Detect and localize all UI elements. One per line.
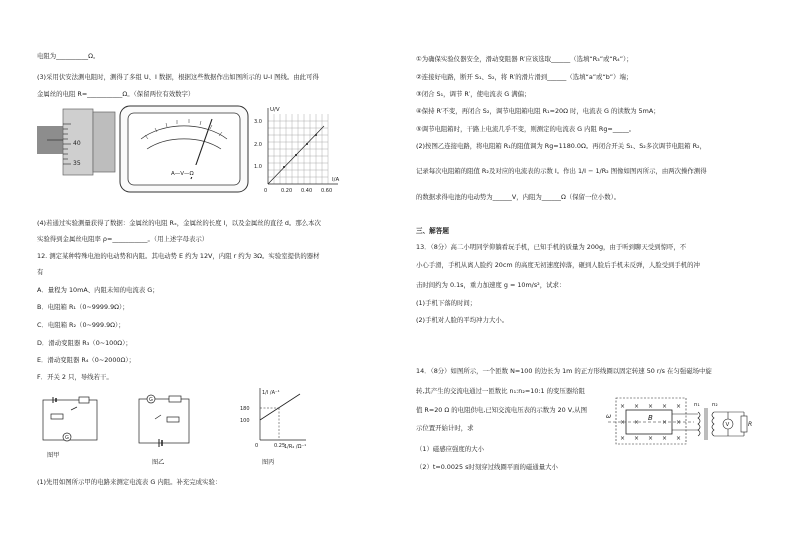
svg-text:G: G (149, 397, 153, 403)
text-line: 有 (37, 268, 44, 276)
voltmeter-label: V (725, 422, 730, 428)
bing-ytick: 100 (240, 418, 250, 424)
text-line: 记录每次电阻箱的阻值 R₂及对应的电流表的示数 I。作出 1/I − 1/R₂ 图像如图丙所示，由两次操作测得 (416, 167, 707, 175)
bing-xtick: 0 (255, 443, 259, 449)
transformer-figure (604, 394, 754, 450)
text-line: 转,其产生的交流电通过一匝数比 n₁:n₂=10:1 的变压器给阻 (416, 387, 585, 395)
ui-xtick: 0 (264, 188, 268, 194)
text-line: 电阻为__________Ω。 (37, 52, 100, 60)
svg-text:×: × (676, 419, 682, 426)
circuit-jia (37, 392, 103, 448)
bing-ytick: 180 (240, 406, 250, 412)
figure-caption: 图丙 (262, 459, 275, 466)
micrometer-tick: 35 (73, 160, 81, 167)
figure-caption: 图甲 (47, 452, 60, 459)
text-line: D．滑动变阻器 R₃（0~100Ω）； (37, 339, 132, 347)
text-line: B．电阻箱 R₁（0~9999.9Ω）； (37, 303, 129, 311)
svg-text:×: × (676, 435, 682, 442)
text-line: 14．（8分）如图所示，一个匝数 N=100 的边长为 1m 的正方形线圈以固定转速 50 r/s 在匀强磁场中旋 (416, 367, 712, 375)
ui-graph (252, 104, 344, 196)
n2-label: n₂ (712, 402, 718, 408)
circuit-yi (133, 391, 195, 451)
text-line: ②连接好电路，断开 S₁、S₂，将 R′的滑片滑到______（选填“a”或“b”）端； (416, 73, 633, 81)
text-line: (1)先用如图所示甲的电路来测定电流表 G 内阻。补充完成实验： (37, 478, 222, 486)
ui-ytick: 2.0 (254, 142, 262, 148)
ui-xtick: 0.60 (321, 188, 333, 194)
svg-text:×: × (648, 435, 654, 442)
section-heading: 三、解答题 (416, 227, 449, 235)
bing-ylabel: 1/I /A⁻¹ (262, 390, 280, 396)
text-line: E．滑动变阻器 R₄（0~2000Ω）； (37, 356, 135, 364)
text-line: （2）t=0.0025 s时刻穿过线圈平面的磁通量大小 (416, 463, 558, 471)
n1-label: n₁ (694, 402, 700, 408)
text-line: 13．（8分）高二小明同学仰躺看玩手机，已知手机的质量为 200g，由于听到聊天受到惊吓，不 (416, 243, 687, 251)
text-line: C．电阻箱 R₂（0~999.9Ω）； (37, 321, 125, 329)
text-line: 击时间约为 0.1s，重力加速度 g = 10m/s²，试求： (416, 281, 566, 289)
text-line: 示位置开始计时，求 (416, 424, 474, 432)
text-line: A．量程为 10mA、内阻未知的电流表 G； (37, 286, 159, 294)
bing-xtick: 0.25 (274, 443, 286, 449)
figure-caption: 图乙 (152, 459, 165, 466)
text-line: 值 R=20 Ω 的电阻供电,已知交流电压表的示数为 20 V,从图 (416, 406, 587, 414)
text-line: 金属丝的电阻 R=___________Ω。（保留两位有效数字） (37, 90, 195, 98)
text-line: F．开关 2 只，导线若干。 (37, 373, 113, 381)
text-line: ③闭合 S₁，调节 R′，使电流表 G 满偏； (416, 90, 531, 98)
svg-text:×: × (662, 435, 668, 442)
svg-text:×: × (634, 419, 640, 426)
multimeter-figure (119, 105, 249, 193)
ui-ytick: 1.0 (254, 164, 262, 170)
text-line: 的数据求得电池的电动势为______V，内阻为______Ω（保留一位小数）。 (416, 193, 621, 201)
svg-text:×: × (634, 403, 640, 410)
resistor-R-label: R (748, 421, 753, 428)
ammeter-label: A—V—Ω (171, 171, 194, 177)
text-line: (3)采用伏安法测电阻时，测得了多组 U、I 数据，根据这些数据作出如图所示的 U-I 图线。由此可得 (37, 73, 319, 81)
text-line: ①为确保实验仪器安全，滑动变阻器 R′应该选取______（选填“R₃”或“R₄”）； (416, 55, 633, 63)
text-line: 小心手滑，手机从离人脸约 20cm 的高度无初速度掉落，砸到人脸后手机未反弹，人脸受到手机的冲 (416, 261, 700, 269)
svg-text:×: × (620, 435, 626, 442)
text-line: (2)手机对人脸的平均冲力大小。 (416, 316, 509, 324)
text-line: （1）磁感应强度的大小 (416, 445, 484, 453)
svg-text:×: × (634, 435, 640, 442)
ui-xlabel: I/A (332, 177, 340, 183)
svg-text:×: × (620, 419, 626, 426)
text-line: (4)若通过实验测量获得了数据：金属丝的电阻 Rₓ，金属丝的长度 l，以及金属丝的直径 d。那么本次 (37, 219, 321, 227)
text-line: ⑤调节电阻箱时，干路上电流几乎不变，则测定的电流表 G 内阻 Rg=_____。 (416, 125, 636, 133)
svg-text:×: × (676, 403, 682, 410)
graph-bing (236, 384, 312, 452)
field-B-label: B (648, 414, 653, 422)
bing-xlabel: 1/R₂ /Ω⁻¹ (284, 444, 307, 450)
ui-xtick: 0.20 (281, 188, 293, 194)
micrometer-tick: 40 (73, 140, 81, 147)
svg-text:×: × (662, 403, 668, 410)
ui-ytick: 3.0 (254, 119, 262, 125)
text-line: 实验得到金属丝电阻率 ρ=___________。（用上述字母表示） (37, 235, 209, 243)
ui-xtick: 0.40 (301, 188, 313, 194)
text-line: 12. 测定某种特殊电池的电动势和内阻。其电动势 E 约为 12V，内阻 r 约为 3Ω。实验室提供的器材 (37, 252, 320, 260)
text-line: ④保持 R′不变，再闭合 S₂，调节电阻箱电阻 R₁=20Ω 时，电流表 G 的读数为 5mA； (416, 107, 660, 115)
text-line: (1)手机下落的时间； (416, 299, 477, 307)
text-line: (2)按图乙连接电路，将电阻箱 R₁的阻值调为 Rg=1180.0Ω。再闭合开关 S₁、S₂多次调节电阻箱 R₂， (416, 142, 707, 150)
micrometer-figure (37, 104, 127, 182)
svg-text:×: × (648, 403, 654, 410)
svg-text:×: × (620, 403, 626, 410)
svg-text:G: G (65, 435, 69, 441)
omega-label: ω (606, 413, 612, 420)
ui-ylabel: U/V (270, 107, 280, 113)
svg-text:×: × (662, 419, 668, 426)
